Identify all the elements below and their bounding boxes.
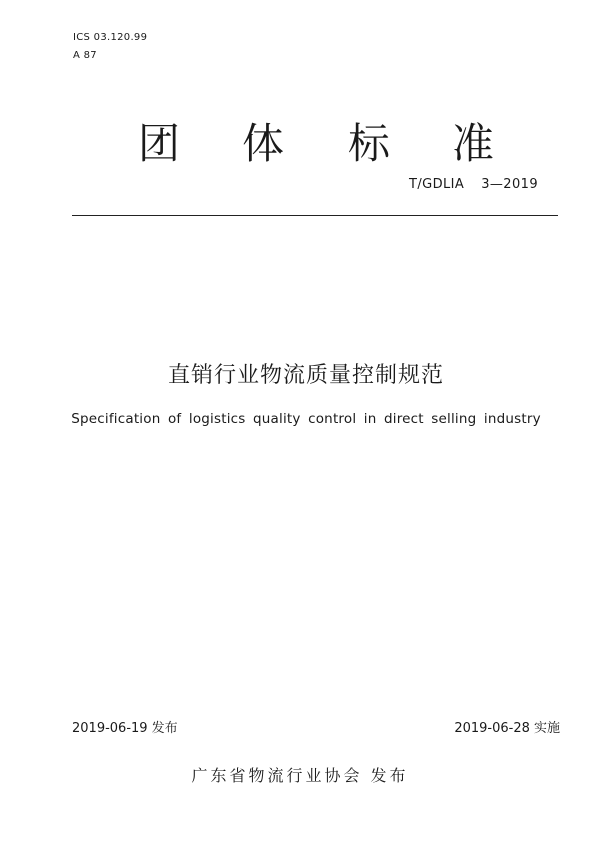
ics-code: ICS 03.120.99	[73, 32, 148, 43]
standard-type-char-3: 标	[348, 119, 391, 168]
standard-type-char-4: 准	[452, 119, 495, 168]
english-title: Specification of logistics quality control in direct selling industry	[71, 411, 541, 427]
document-number: T/GDLIA 3—2019	[409, 177, 538, 192]
header-divider	[72, 215, 558, 216]
chinese-title: 直销行业物流质量控制规范	[167, 363, 444, 388]
standard-type-char-1: 团	[138, 119, 181, 168]
implement-date: 2019-06-28 实施	[454, 721, 560, 736]
standard-type-char-2: 体	[242, 119, 285, 168]
classification-code: A 87	[73, 50, 97, 61]
publish-date: 2019-06-19 发布	[72, 721, 178, 736]
issuing-organization: 广东省物流行业协会 发布	[191, 766, 409, 785]
